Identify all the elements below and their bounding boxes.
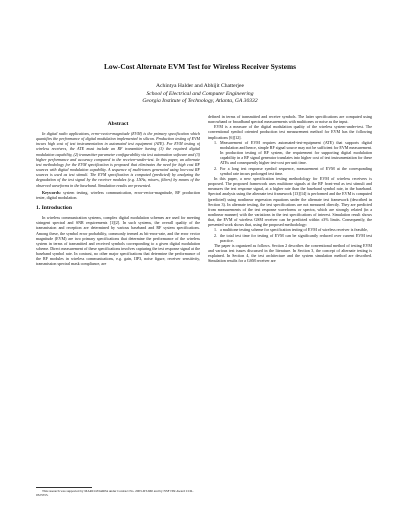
keywords-label: Keywords:: [42, 189, 61, 195]
list-item: 2. For a long test response symbol sequence, measurement of EVM at the corresponding symbol rate incurs prolonged test time.: [218, 166, 372, 176]
implications-list: [208, 140, 372, 176]
right-paragraph-4: The paper is organized as follows. Section 2 describes the conventional method of testing EVM and various test issues discussed in the literature. In Section 3, the concept of alternate testing is explained. In Section 4, the test architecture and the system simulation method are described. Simulation results for a GSM receiver are: [208, 242, 372, 264]
list-item: 2. the total test time for testing of EVM can be significantly reduced over current EVM test practice.: [218, 233, 372, 243]
list-item: 1. Measurement of EVM requires automated-test-equipment (ATE) that supports digital modulation and hence, simple RF signal source may not be sufficient for EVM measurement. In production testing of RF system, the requirement for supporting digital modulation capability in a RF signal generator translates into higher cost of test instrumentation for these ATEs and consequently higher test-cost per unit time.: [218, 140, 372, 166]
right-paragraph-2: EVM is a measure of the digital modulation quality of the wireless system-under-test. The conventional symbol oriented production test measurement method for EVM has the following implications [6][12].: [208, 124, 372, 140]
right-column: [208, 114, 372, 506]
list-item: 1. a multitone testing scheme for specification testing of EVM of wireless receiver is feasible,: [218, 227, 372, 232]
author-affiliation: School of Electrical and Computer Engineering: [146, 90, 254, 97]
paper-title: Low-Cost Alternate EVM Test for Wireless Receiver Systems: [103, 62, 297, 71]
keywords-text: system testing, wireless communication, error-vector-magnitude, RF production tester, digital modulation.: [36, 189, 200, 200]
author-block: [0, 83, 400, 106]
left-column: [36, 121, 200, 506]
author-names: Achintya Halder and Abhijit Chatterjee: [156, 83, 244, 89]
right-paragraph-1: defined in terms of transmitted and receive symbols. The latter specifications are computed using narrowband or broadband spectral measurements with multitones or noise as the input.: [208, 114, 372, 125]
author-institution: Georgia Institute of Technology, Atlanta, GA 30332: [142, 98, 258, 105]
footnote-rule: [36, 487, 92, 488]
results-list: [208, 227, 372, 242]
right-paragraph-3: In this paper, a new specification testing methodology for EVM of wireless receivers is proposed. The proposed framework uses multitone signals at the RF front-end as test stimuli and measures the test response signal, at a higher rate than the baseband symbol rate, in the baseband. Spectral analysis using the alternate test framework [13][14] is performed and the EVM is computed (predicted) using nonlinear regression equations under the alternate test framework (described in Section 3). In alternate testing, the test specifications are not measured directly. They are predicted from measurements of the test response waveforms or spectra, which are strongly related (in a nonlinear manner) with the variations in the test specifications of interest. Simulation result shows that, the EVM of wireless GSM receiver can be predicted within ±3% limits. Consequently, the presented work shows that, using the proposed methodology:: [208, 175, 372, 228]
intro-paragraph: In wireless communication systems, complex digital modulation schemes are used for meeting stringent spectral and SNR requirements [1][2]. In such systems, the overall quality of the transmission and reception are determined by various baseband and RF system specifications. Among these, the symbol error probability, commonly termed as bit-error-rate, and the error vector magnitude (EVM) are two primary specifications that determine the performance of the wireless system in terms of transmitted and received symbols corresponding to a given digital modulation scheme. Direct measurement of these specifications involves capturing the test response signal at the baseband symbol rate. In contrast, no other major specifications that determine the performance of the RF modules in wireless communications, e.g. gain, IIP3, noise figure, receiver sensitivity, transmission spectral mask compliance, are: [36, 215, 200, 267]
footnote: This research was supported by MARCO/DARPA under Contract No. 2003-DT-660 and by NSF ITR Award CCR-0325555.: [36, 489, 194, 498]
intro-heading: 1. Introduction: [36, 205, 72, 212]
abstract-text: In digital radio applications, error-vector-magnitude (EVM) is the primary specification which quantifies the performance of digital modulation implemented in silicon. Production testing of EVM incurs high cost of test instrumentation in automated test equipment (ATE). For EVM testing of wireless receivers, the ATE must include an RF transmitter having (1) the required digital modulation capability, (2) transmitter parameter configurability via test automation software and (3) higher performance and accuracy compared to the receiver-under-test. In this paper, an alternate test methodology for the EVM specification is proposed that eliminates the need for high cost RF sources with digital modulation capability. A sequence of multi-tones generated using low-cost RF sources is used as test stimuli. The EVM specification is computed (predicted) by analyzing the degradation of the test signal by the receiver modules (e.g. LNAs, mixers, filters) by means of the observed waveforms in the baseband. Simulation results are presented.: [36, 131, 200, 188]
abstract-heading: Abstract: [107, 121, 129, 127]
keywords: [36, 190, 200, 200]
